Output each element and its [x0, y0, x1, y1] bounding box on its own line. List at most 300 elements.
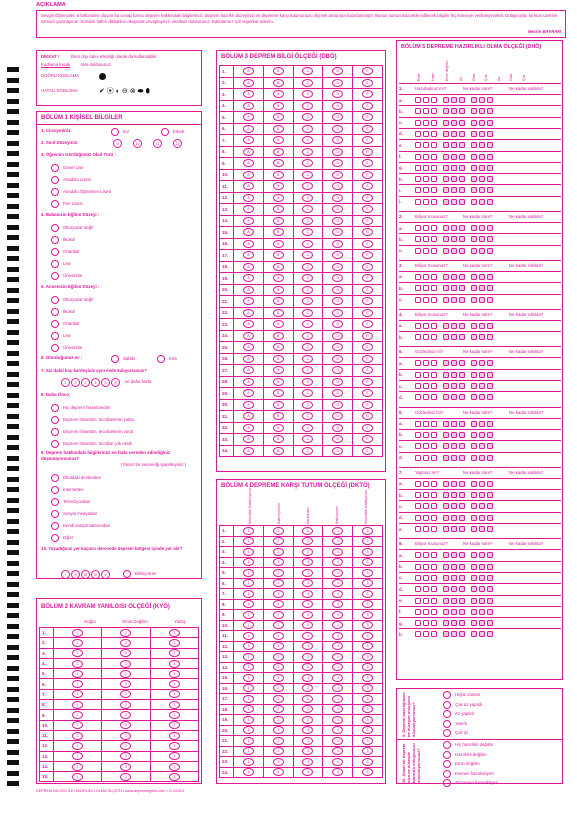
answer-bubble[interactable]: [443, 323, 449, 329]
answer-bubble[interactable]: 3: [302, 737, 313, 745]
answer-bubble[interactable]: B: [273, 251, 284, 259]
answer-bubble[interactable]: [443, 108, 449, 114]
answer-bubble[interactable]: D: [332, 182, 343, 190]
answer-bubble[interactable]: B: [273, 309, 284, 317]
answer-bubble[interactable]: B: [273, 378, 284, 386]
answer-bubble[interactable]: 2: [273, 642, 284, 650]
option-bubble-icon[interactable]: I: [61, 570, 70, 579]
answer-bubble[interactable]: C: [302, 228, 313, 236]
answer-bubble[interactable]: D: [332, 274, 343, 282]
answer-bubble[interactable]: D: [332, 286, 343, 294]
answer-option[interactable]: [443, 741, 498, 749]
answer-bubble[interactable]: B: [273, 401, 284, 409]
answer-bubble[interactable]: 1: [243, 758, 254, 766]
answer-bubble[interactable]: [471, 360, 477, 366]
answer-bubble[interactable]: C: [302, 148, 313, 156]
answer-bubble[interactable]: [423, 285, 429, 291]
answer-bubble[interactable]: [487, 285, 493, 291]
answer-bubble[interactable]: [479, 620, 485, 626]
answer-bubble[interactable]: B: [273, 102, 284, 110]
answer-bubble[interactable]: D: [332, 389, 343, 397]
answer-bubble[interactable]: [431, 334, 437, 340]
answer-bubble[interactable]: B: [273, 355, 284, 363]
answer-bubble[interactable]: A: [243, 240, 254, 248]
answer-bubble[interactable]: 3: [302, 590, 313, 598]
answer-bubble[interactable]: [431, 199, 437, 205]
answer-bubble[interactable]: 3: [169, 639, 180, 647]
answer-bubble[interactable]: [415, 274, 421, 280]
answer-bubble[interactable]: C: [302, 389, 313, 397]
answer-bubble[interactable]: [443, 443, 449, 449]
answer-bubble[interactable]: 2: [273, 726, 284, 734]
answer-bubble[interactable]: D: [332, 424, 343, 432]
answer-bubble[interactable]: [443, 236, 449, 242]
answer-bubble[interactable]: C: [302, 79, 313, 87]
answer-bubble[interactable]: 5: [362, 716, 373, 724]
answer-bubble[interactable]: B: [273, 286, 284, 294]
answer-bubble[interactable]: 3: [302, 579, 313, 587]
answer-bubble[interactable]: [415, 481, 421, 487]
answer-bubble[interactable]: E: [362, 263, 373, 271]
answer-bubble[interactable]: [451, 455, 457, 461]
answer-bubble[interactable]: [487, 481, 493, 487]
answer-bubble[interactable]: D: [332, 67, 343, 75]
answer-option[interactable]: [51, 344, 82, 352]
answer-bubble[interactable]: E: [362, 355, 373, 363]
answer-bubble[interactable]: [443, 297, 449, 303]
answer-bubble[interactable]: [487, 620, 493, 626]
answer-bubble[interactable]: [487, 176, 493, 182]
option-bubble-icon[interactable]: [51, 344, 59, 352]
answer-bubble[interactable]: 3: [169, 711, 180, 719]
answer-option[interactable]: [443, 770, 498, 778]
answer-bubble[interactable]: [459, 142, 465, 148]
answer-bubble[interactable]: 3: [302, 653, 313, 661]
answer-option[interactable]: [51, 510, 97, 518]
answer-bubble[interactable]: D: [332, 171, 343, 179]
answer-bubble[interactable]: E: [362, 79, 373, 87]
answer-bubble[interactable]: [415, 631, 421, 637]
answer-bubble[interactable]: 3: [302, 726, 313, 734]
answer-bubble[interactable]: 1: [243, 537, 254, 545]
answer-bubble[interactable]: [423, 552, 429, 558]
answer-bubble[interactable]: [423, 176, 429, 182]
answer-bubble[interactable]: [487, 120, 493, 126]
answer-bubble[interactable]: 3: [302, 716, 313, 724]
answer-bubble[interactable]: 2: [273, 758, 284, 766]
answer-bubble[interactable]: 2: [120, 721, 131, 729]
answer-bubble[interactable]: D: [332, 309, 343, 317]
answer-bubble[interactable]: D: [332, 194, 343, 202]
answer-bubble[interactable]: B: [273, 125, 284, 133]
answer-bubble[interactable]: [487, 455, 493, 461]
answer-bubble[interactable]: [415, 225, 421, 231]
answer-bubble[interactable]: [487, 154, 493, 160]
answer-bubble[interactable]: C: [302, 194, 313, 202]
answer-bubble[interactable]: [451, 360, 457, 366]
option-bubble-icon[interactable]: III: [81, 570, 90, 579]
answer-bubble[interactable]: 4: [332, 758, 343, 766]
answer-bubble[interactable]: 1: [243, 674, 254, 682]
answer-bubble[interactable]: B: [273, 366, 284, 374]
answer-option[interactable]: [51, 236, 75, 244]
answer-option[interactable]: [51, 320, 79, 328]
answer-bubble[interactable]: [479, 131, 485, 137]
answer-bubble[interactable]: [479, 609, 485, 615]
answer-bubble[interactable]: B: [273, 389, 284, 397]
option-bubble-icon[interactable]: [111, 355, 119, 363]
option-bubble-icon[interactable]: [443, 710, 451, 718]
answer-bubble[interactable]: 2: [120, 690, 131, 698]
answer-bubble[interactable]: [423, 443, 429, 449]
answer-bubble[interactable]: B: [273, 412, 284, 420]
answer-bubble[interactable]: [459, 334, 465, 340]
answer-bubble[interactable]: E: [362, 182, 373, 190]
answer-bubble[interactable]: [451, 481, 457, 487]
answer-bubble[interactable]: [471, 285, 477, 291]
answer-bubble[interactable]: [451, 285, 457, 291]
answer-bubble[interactable]: A: [243, 332, 254, 340]
answer-bubble[interactable]: 4: [332, 642, 343, 650]
answer-bubble[interactable]: 4: [332, 632, 343, 640]
answer-bubble[interactable]: A: [243, 136, 254, 144]
answer-bubble[interactable]: 3: [302, 558, 313, 566]
answer-bubble[interactable]: [471, 526, 477, 532]
answer-bubble[interactable]: C: [302, 378, 313, 386]
option-bubble-icon[interactable]: [51, 296, 59, 304]
answer-bubble[interactable]: [459, 274, 465, 280]
answer-bubble[interactable]: [423, 515, 429, 521]
answer-bubble[interactable]: 4: [332, 674, 343, 682]
answer-bubble[interactable]: [451, 142, 457, 148]
answer-bubble[interactable]: [459, 503, 465, 509]
option-bubble-icon[interactable]: IV: [91, 570, 100, 579]
answer-bubble[interactable]: B: [273, 435, 284, 443]
answer-bubble[interactable]: [451, 248, 457, 254]
answer-bubble[interactable]: 4: [332, 527, 343, 535]
answer-bubble[interactable]: C: [302, 125, 313, 133]
answer-bubble[interactable]: [415, 187, 421, 193]
option-bubble-icon[interactable]: [51, 534, 59, 542]
answer-bubble[interactable]: [423, 131, 429, 137]
answer-bubble[interactable]: [431, 372, 437, 378]
answer-bubble[interactable]: [443, 97, 449, 103]
option-bubble-icon[interactable]: II: [71, 570, 80, 579]
answer-option[interactable]: [443, 779, 498, 787]
answer-bubble[interactable]: [479, 154, 485, 160]
answer-bubble[interactable]: 1: [243, 684, 254, 692]
option-bubble-icon[interactable]: [123, 570, 131, 578]
answer-bubble[interactable]: [431, 586, 437, 592]
answer-bubble[interactable]: [459, 108, 465, 114]
answer-bubble[interactable]: [415, 421, 421, 427]
answer-bubble[interactable]: [415, 176, 421, 182]
answer-bubble[interactable]: [423, 492, 429, 498]
answer-bubble[interactable]: [487, 165, 493, 171]
option-bubble-icon[interactable]: 12: [173, 139, 182, 148]
answer-bubble[interactable]: [451, 108, 457, 114]
answer-bubble[interactable]: 3: [302, 600, 313, 608]
answer-bubble[interactable]: D: [332, 297, 343, 305]
answer-bubble[interactable]: [487, 564, 493, 570]
answer-bubble[interactable]: [423, 383, 429, 389]
answer-bubble[interactable]: 3: [302, 611, 313, 619]
answer-bubble[interactable]: C: [302, 182, 313, 190]
answer-bubble[interactable]: [479, 631, 485, 637]
answer-bubble[interactable]: [415, 142, 421, 148]
answer-bubble[interactable]: [451, 225, 457, 231]
answer-bubble[interactable]: [459, 165, 465, 171]
answer-bubble[interactable]: B: [273, 343, 284, 351]
answer-bubble[interactable]: [459, 564, 465, 570]
answer-bubble[interactable]: [471, 394, 477, 400]
answer-bubble[interactable]: [479, 598, 485, 604]
answer-bubble[interactable]: [479, 199, 485, 205]
answer-bubble[interactable]: [431, 97, 437, 103]
answer-bubble[interactable]: [443, 620, 449, 626]
answer-bubble[interactable]: [479, 176, 485, 182]
answer-bubble[interactable]: E: [362, 424, 373, 432]
answer-bubble[interactable]: C: [302, 343, 313, 351]
answer-bubble[interactable]: [415, 503, 421, 509]
answer-bubble[interactable]: C: [302, 205, 313, 213]
option-bubble-icon[interactable]: [443, 770, 451, 778]
answer-bubble[interactable]: D: [332, 90, 343, 98]
answer-bubble[interactable]: [443, 394, 449, 400]
answer-bubble[interactable]: [471, 165, 477, 171]
answer-bubble[interactable]: [431, 274, 437, 280]
answer-bubble[interactable]: [443, 372, 449, 378]
answer-bubble[interactable]: D: [332, 435, 343, 443]
answer-bubble[interactable]: [443, 515, 449, 521]
answer-bubble[interactable]: [451, 372, 457, 378]
answer-bubble[interactable]: [451, 274, 457, 280]
answer-bubble[interactable]: [459, 285, 465, 291]
answer-bubble[interactable]: E: [362, 366, 373, 374]
answer-bubble[interactable]: 4: [332, 558, 343, 566]
answer-bubble[interactable]: [471, 609, 477, 615]
answer-option[interactable]: [51, 404, 110, 412]
answer-bubble[interactable]: [459, 598, 465, 604]
answer-bubble[interactable]: [431, 481, 437, 487]
answer-bubble[interactable]: [423, 564, 429, 570]
answer-bubble[interactable]: 2: [120, 752, 131, 760]
answer-bubble[interactable]: 2: [120, 649, 131, 657]
answer-bubble[interactable]: 1: [243, 653, 254, 661]
answer-bubble[interactable]: [423, 187, 429, 193]
answer-bubble[interactable]: A: [243, 401, 254, 409]
answer-bubble[interactable]: 2: [273, 684, 284, 692]
answer-bubble[interactable]: [415, 199, 421, 205]
answer-bubble[interactable]: 5: [362, 548, 373, 556]
answer-bubble[interactable]: 2: [120, 680, 131, 688]
answer-bubble[interactable]: 1: [243, 600, 254, 608]
answer-option[interactable]: [123, 570, 156, 578]
answer-bubble[interactable]: [479, 586, 485, 592]
answer-bubble[interactable]: [459, 586, 465, 592]
answer-bubble[interactable]: 3: [169, 752, 180, 760]
answer-bubble[interactable]: [443, 176, 449, 182]
answer-bubble[interactable]: [471, 334, 477, 340]
answer-bubble[interactable]: 2: [273, 705, 284, 713]
answer-bubble[interactable]: [471, 492, 477, 498]
answer-bubble[interactable]: [471, 575, 477, 581]
answer-bubble[interactable]: [479, 323, 485, 329]
answer-bubble[interactable]: 3: [302, 537, 313, 545]
answer-bubble[interactable]: [479, 492, 485, 498]
answer-bubble[interactable]: A: [243, 79, 254, 87]
answer-bubble[interactable]: [459, 176, 465, 182]
option-bubble-icon[interactable]: [443, 760, 451, 768]
answer-bubble[interactable]: [487, 631, 493, 637]
answer-bubble[interactable]: [471, 225, 477, 231]
answer-bubble[interactable]: [479, 564, 485, 570]
answer-bubble[interactable]: [451, 609, 457, 615]
answer-bubble[interactable]: [487, 225, 493, 231]
answer-bubble[interactable]: 4: [332, 621, 343, 629]
option-bubble-icon[interactable]: V: [101, 570, 110, 579]
answer-option[interactable]: [51, 428, 133, 436]
answer-bubble[interactable]: [471, 248, 477, 254]
answer-bubble[interactable]: 2: [120, 742, 131, 750]
answer-bubble[interactable]: B: [273, 113, 284, 121]
answer-bubble[interactable]: E: [362, 343, 373, 351]
option-bubble-icon[interactable]: [51, 164, 59, 172]
answer-bubble[interactable]: [471, 515, 477, 521]
answer-bubble[interactable]: [487, 334, 493, 340]
answer-bubble[interactable]: 3: [302, 747, 313, 755]
answer-bubble[interactable]: 3: [169, 701, 180, 709]
answer-bubble[interactable]: [459, 120, 465, 126]
answer-bubble[interactable]: E: [362, 240, 373, 248]
answer-bubble[interactable]: [451, 297, 457, 303]
answer-bubble[interactable]: D: [332, 136, 343, 144]
answer-bubble[interactable]: [479, 455, 485, 461]
answer-bubble[interactable]: [459, 97, 465, 103]
answer-bubble[interactable]: A: [243, 102, 254, 110]
answer-bubble[interactable]: C: [302, 67, 313, 75]
answer-bubble[interactable]: 5: [362, 600, 373, 608]
answer-bubble[interactable]: [443, 564, 449, 570]
answer-bubble[interactable]: [487, 199, 493, 205]
answer-bubble[interactable]: C: [302, 274, 313, 282]
answer-bubble[interactable]: [431, 176, 437, 182]
answer-bubble[interactable]: [471, 455, 477, 461]
answer-bubble[interactable]: [415, 372, 421, 378]
answer-bubble[interactable]: [423, 142, 429, 148]
answer-bubble[interactable]: B: [273, 90, 284, 98]
answer-bubble[interactable]: A: [243, 274, 254, 282]
answer-bubble[interactable]: [479, 360, 485, 366]
answer-bubble[interactable]: 2: [273, 632, 284, 640]
option-bubble-icon[interactable]: [111, 128, 119, 136]
answer-bubble[interactable]: A: [243, 67, 254, 75]
answer-bubble[interactable]: 5: [362, 695, 373, 703]
option-bubble-icon[interactable]: [161, 128, 169, 136]
answer-bubble[interactable]: C: [302, 113, 313, 121]
answer-bubble[interactable]: [487, 372, 493, 378]
answer-bubble[interactable]: B: [273, 67, 284, 75]
answer-bubble[interactable]: [459, 383, 465, 389]
answer-bubble[interactable]: 2: [273, 663, 284, 671]
answer-bubble[interactable]: 1: [243, 716, 254, 724]
answer-bubble[interactable]: [415, 564, 421, 570]
answer-bubble[interactable]: A: [243, 435, 254, 443]
answer-bubble[interactable]: [487, 443, 493, 449]
answer-bubble[interactable]: 4: [332, 590, 343, 598]
answer-bubble[interactable]: [459, 225, 465, 231]
answer-bubble[interactable]: 3: [302, 548, 313, 556]
answer-bubble[interactable]: [487, 515, 493, 521]
answer-bubble[interactable]: [451, 165, 457, 171]
answer-bubble[interactable]: 3: [169, 763, 180, 771]
answer-bubble[interactable]: B: [273, 194, 284, 202]
answer-option[interactable]: [51, 474, 101, 482]
answer-bubble[interactable]: 4: [332, 569, 343, 577]
answer-bubble[interactable]: D: [332, 79, 343, 87]
answer-bubble[interactable]: D: [332, 102, 343, 110]
answer-bubble[interactable]: 5: [362, 621, 373, 629]
answer-bubble[interactable]: [423, 432, 429, 438]
answer-bubble[interactable]: 3: [169, 721, 180, 729]
answer-bubble[interactable]: [415, 108, 421, 114]
answer-bubble[interactable]: 5: [362, 569, 373, 577]
answer-bubble[interactable]: 2: [273, 611, 284, 619]
answer-bubble[interactable]: [451, 515, 457, 521]
answer-bubble[interactable]: [443, 492, 449, 498]
answer-option[interactable]: [51, 272, 82, 280]
option-bubble-icon[interactable]: [157, 355, 165, 363]
answer-bubble[interactable]: [423, 108, 429, 114]
answer-option[interactable]: [51, 176, 91, 184]
option-bubble-icon[interactable]: 11: [153, 139, 162, 148]
answer-bubble[interactable]: 1: [72, 732, 83, 740]
answer-bubble[interactable]: 3: [302, 663, 313, 671]
answer-bubble[interactable]: [471, 131, 477, 137]
answer-bubble[interactable]: 1: [72, 660, 83, 668]
answer-bubble[interactable]: B: [273, 205, 284, 213]
answer-bubble[interactable]: B: [273, 136, 284, 144]
answer-bubble[interactable]: [459, 609, 465, 615]
answer-bubble[interactable]: 3: [169, 690, 180, 698]
answer-bubble[interactable]: 1: [243, 558, 254, 566]
answer-bubble[interactable]: 5: [362, 632, 373, 640]
answer-bubble[interactable]: [459, 443, 465, 449]
answer-bubble[interactable]: E: [362, 251, 373, 259]
answer-bubble[interactable]: [423, 609, 429, 615]
answer-bubble[interactable]: E: [362, 286, 373, 294]
answer-bubble[interactable]: 2: [273, 569, 284, 577]
answer-bubble[interactable]: [451, 526, 457, 532]
answer-bubble[interactable]: D: [332, 447, 343, 455]
answer-bubble[interactable]: [423, 323, 429, 329]
answer-bubble[interactable]: 3: [169, 670, 180, 678]
answer-bubble[interactable]: 4: [332, 548, 343, 556]
answer-bubble[interactable]: 5: [362, 726, 373, 734]
answer-bubble[interactable]: 5: [362, 663, 373, 671]
answer-bubble[interactable]: 1: [72, 649, 83, 657]
answer-bubble[interactable]: 1: [72, 680, 83, 688]
answer-bubble[interactable]: 1: [243, 548, 254, 556]
answer-bubble[interactable]: [443, 631, 449, 637]
answer-bubble[interactable]: [487, 360, 493, 366]
answer-bubble[interactable]: [443, 131, 449, 137]
answer-bubble[interactable]: A: [243, 171, 254, 179]
answer-bubble[interactable]: D: [332, 240, 343, 248]
answer-bubble[interactable]: [451, 598, 457, 604]
answer-bubble[interactable]: [487, 108, 493, 114]
answer-bubble[interactable]: E: [362, 102, 373, 110]
